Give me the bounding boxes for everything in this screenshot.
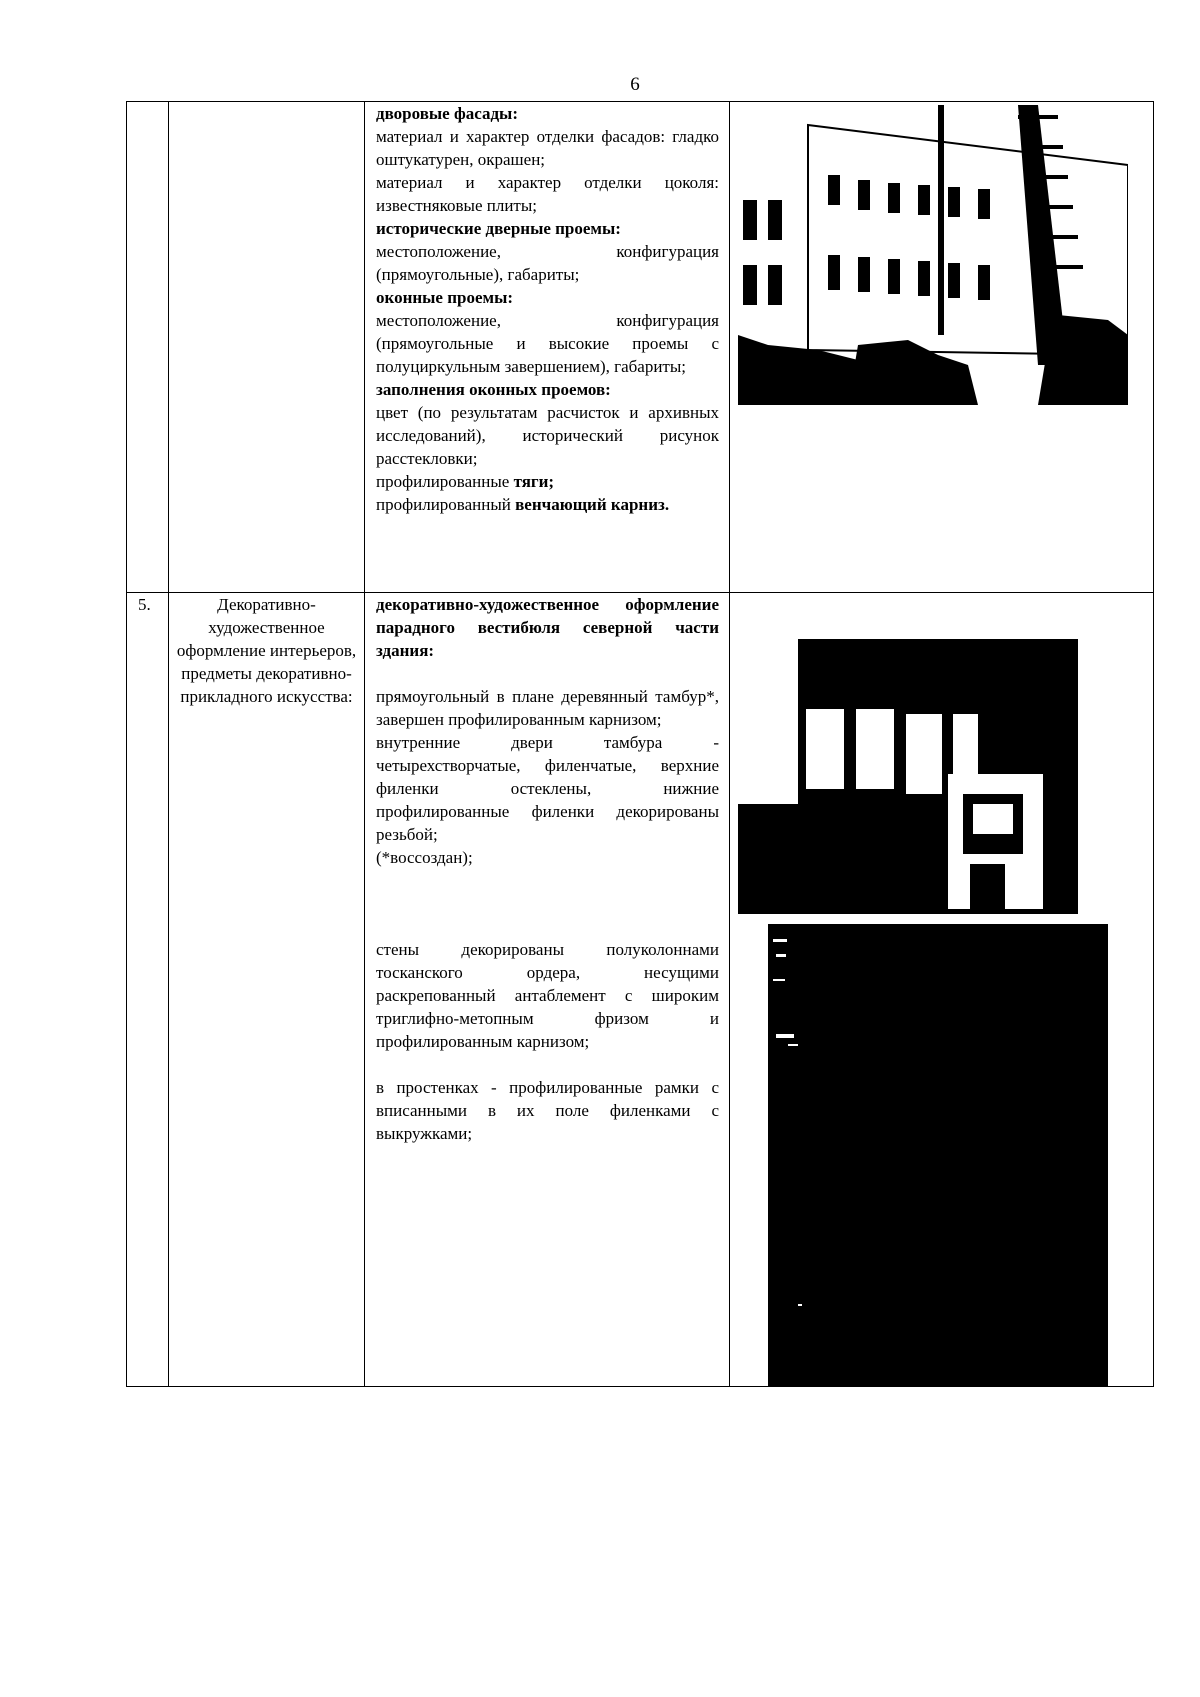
karniz-plain: профилированный: [376, 495, 511, 514]
section-text: материал и характер отделки фасадов: гладко оштукатурен, окрашен;: [376, 127, 719, 169]
image-cell: [730, 593, 1154, 1387]
section-heading-text: исторические дверные проемы:: [376, 219, 621, 238]
section-heading: [376, 217, 719, 240]
tambour-paragraph: прямоугольный в плане деревянный тамбур*, завершен профилированным карнизом;: [376, 687, 719, 729]
piers-paragraph: в простенках - профилированные рамки с вписанными в их поле филенками с выкружками;: [376, 1078, 719, 1143]
karniz-bold: венчающий карниз.: [515, 495, 670, 514]
number-cell: [127, 593, 169, 1387]
section-text: цвет (по результатам расчисток и архивных исследований), исторический рисунок расстекловки;: [376, 403, 719, 468]
walls-paragraph: стены декорированы полуколоннами тосканского ордера, несущими раскрепованный антаблемент с широким триглифно-метопным фризом и профилированным карнизом;: [376, 940, 719, 1051]
description-cell: [365, 593, 730, 1387]
protected-items-table: [126, 101, 1154, 1387]
section-text: материал и характер отделки цоколя: известняковые плиты;: [376, 173, 719, 215]
description-cell: [365, 102, 730, 593]
doors-paragraph: внутренние двери тамбура - четырехстворчатые, филенчатые, верхние филенки остеклены, нижние профилированные филенки декорированы резьбой;: [376, 733, 719, 844]
vestibule-wall-photo: [768, 924, 1108, 1386]
tyagi-line: [376, 470, 719, 493]
section-heading: [376, 102, 719, 125]
vestibule-heading: [376, 593, 719, 662]
name-cell: [169, 593, 365, 1387]
courtyard-facade-photo: [738, 105, 1128, 405]
page-number: 6: [630, 74, 640, 95]
row-number: 5.: [138, 595, 151, 614]
number-cell: [127, 102, 169, 593]
section-text: местоположение, конфигурация (прямоугольные), габариты;: [376, 242, 719, 284]
image-cell: [730, 102, 1154, 593]
section-heading-text: заполнения оконных проемов:: [376, 380, 611, 399]
vestibule-heading-text: декоративно-художественное оформление парадного вестибюля северной части здания:: [376, 595, 719, 660]
section-text: местоположение, конфигурация (прямоугольные и высокие проемы с полуциркульным завершением), габариты;: [376, 311, 719, 376]
karniz-line: [376, 493, 719, 516]
section-heading-text: оконные проемы:: [376, 288, 514, 307]
tyagi-bold: тяги;: [513, 472, 555, 491]
table-row: [127, 102, 1154, 593]
section-heading: [376, 378, 719, 401]
section-heading-text: дворовые фасады:: [376, 104, 518, 123]
courtyard-facades-description: [365, 102, 729, 470]
section-heading: [376, 286, 719, 309]
tyagi-plain: профилированные: [376, 472, 510, 491]
name-cell: [169, 102, 365, 593]
item-name: Декоративно-художественное оформление интерьеров, предметы декоративно-прикладного искусства:: [176, 595, 357, 706]
vestibule-tambour-photo: [738, 614, 1098, 914]
table-row: [127, 593, 1154, 1387]
reconstructed-note: (*воссоздан);: [376, 848, 473, 867]
